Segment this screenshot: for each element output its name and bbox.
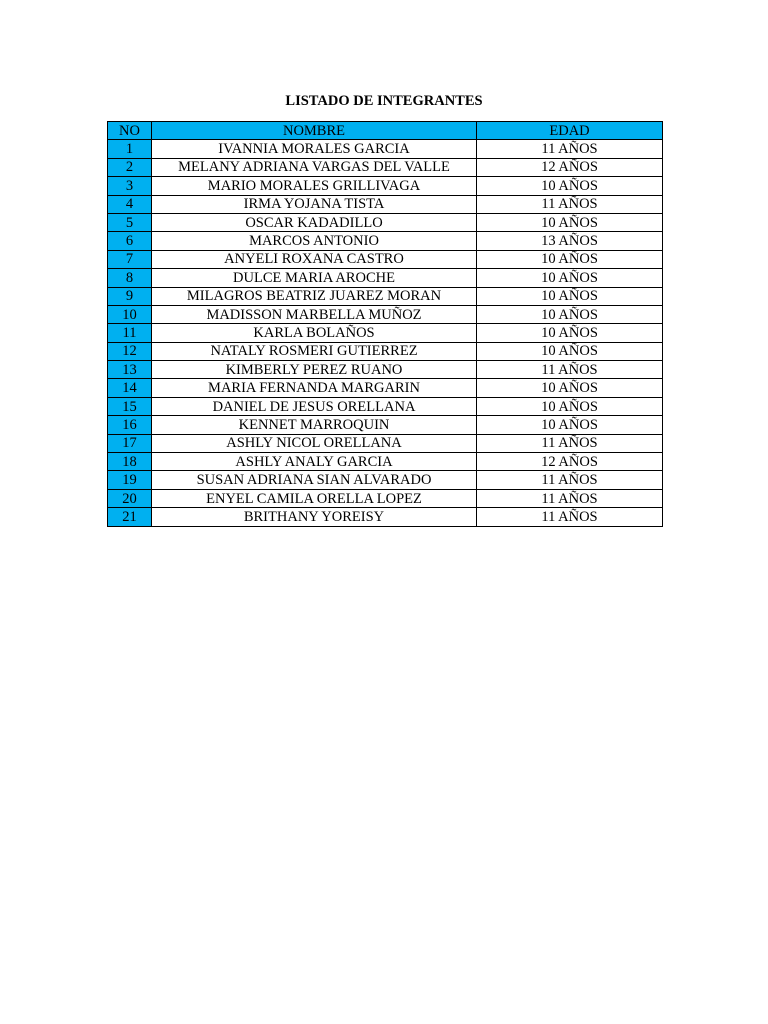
member-name: IVANNIA MORALES GARCIA: [152, 140, 477, 158]
table-header-row: [108, 122, 663, 140]
row-number: 9: [108, 287, 152, 305]
table-row: [108, 342, 663, 360]
member-age: 10 AÑOS: [477, 177, 663, 195]
table-row: [108, 397, 663, 415]
row-number: 16: [108, 416, 152, 434]
table-row: [108, 250, 663, 268]
member-name: DANIEL DE JESUS ORELLANA: [152, 397, 477, 415]
table-row: [108, 287, 663, 305]
page-title: LISTADO DE INTEGRANTES: [285, 93, 483, 109]
row-number: 14: [108, 379, 152, 397]
table-row: [108, 213, 663, 231]
row-number: 11: [108, 324, 152, 342]
member-age: 10 AÑOS: [477, 397, 663, 415]
row-number: 13: [108, 361, 152, 379]
member-name: SUSAN ADRIANA SIAN ALVARADO: [152, 471, 477, 489]
member-name: ASHLY ANALY GARCIA: [152, 453, 477, 471]
member-age: 10 AÑOS: [477, 250, 663, 268]
member-name: MARIA FERNANDA MARGARIN: [152, 379, 477, 397]
member-name: KARLA BOLAÑOS: [152, 324, 477, 342]
row-number: 8: [108, 269, 152, 287]
row-number: 18: [108, 453, 152, 471]
member-name: ENYEL CAMILA ORELLA LOPEZ: [152, 489, 477, 507]
table-row: [108, 232, 663, 250]
header-no: NO: [108, 122, 152, 140]
row-number: 15: [108, 397, 152, 415]
member-age: 11 AÑOS: [477, 195, 663, 213]
members-table: [107, 121, 663, 527]
member-age: 13 AÑOS: [477, 232, 663, 250]
member-name: OSCAR KADADILLO: [152, 213, 477, 231]
member-name: MARCOS ANTONIO: [152, 232, 477, 250]
row-number: 4: [108, 195, 152, 213]
row-number: 5: [108, 213, 152, 231]
member-age: 11 AÑOS: [477, 361, 663, 379]
member-age: 12 AÑOS: [477, 453, 663, 471]
table-row: [108, 324, 663, 342]
table-row: [108, 508, 663, 526]
member-age: 11 AÑOS: [477, 489, 663, 507]
row-number: 19: [108, 471, 152, 489]
member-name: ASHLY NICOL ORELLANA: [152, 434, 477, 452]
row-number: 21: [108, 508, 152, 526]
member-name: MARIO MORALES GRILLIVAGA: [152, 177, 477, 195]
row-number: 17: [108, 434, 152, 452]
member-age: 10 AÑOS: [477, 342, 663, 360]
member-age: 10 AÑOS: [477, 287, 663, 305]
row-number: 6: [108, 232, 152, 250]
member-name: KIMBERLY PEREZ RUANO: [152, 361, 477, 379]
row-number: 10: [108, 305, 152, 323]
member-age: 11 AÑOS: [477, 434, 663, 452]
member-age: 10 AÑOS: [477, 416, 663, 434]
table-row: [108, 361, 663, 379]
row-number: 1: [108, 140, 152, 158]
member-name: KENNET MARROQUIN: [152, 416, 477, 434]
row-number: 2: [108, 158, 152, 176]
table-row: [108, 453, 663, 471]
member-name: NATALY ROSMERI GUTIERREZ: [152, 342, 477, 360]
table-row: [108, 305, 663, 323]
table-body: [108, 140, 663, 526]
member-age: 11 AÑOS: [477, 140, 663, 158]
row-number: 3: [108, 177, 152, 195]
table-row: [108, 195, 663, 213]
member-age: 10 AÑOS: [477, 324, 663, 342]
member-name: IRMA YOJANA TISTA: [152, 195, 477, 213]
member-name: ANYELI ROXANA CASTRO: [152, 250, 477, 268]
member-name: MILAGROS BEATRIZ JUAREZ MORAN: [152, 287, 477, 305]
header-age: EDAD: [477, 122, 663, 140]
member-age: 12 AÑOS: [477, 158, 663, 176]
table-row: [108, 379, 663, 397]
member-age: 10 AÑOS: [477, 379, 663, 397]
row-number: 7: [108, 250, 152, 268]
table-row: [108, 471, 663, 489]
member-age: 10 AÑOS: [477, 305, 663, 323]
table-row: [108, 177, 663, 195]
row-number: 12: [108, 342, 152, 360]
row-number: 20: [108, 489, 152, 507]
table-row: [108, 434, 663, 452]
member-age: 10 AÑOS: [477, 269, 663, 287]
table-row: [108, 140, 663, 158]
member-name: MADISSON MARBELLA MUÑOZ: [152, 305, 477, 323]
member-name: DULCE MARIA AROCHE: [152, 269, 477, 287]
member-age: 11 AÑOS: [477, 508, 663, 526]
member-name: MELANY ADRIANA VARGAS DEL VALLE: [152, 158, 477, 176]
member-age: 10 AÑOS: [477, 213, 663, 231]
table-row: [108, 489, 663, 507]
table-row: [108, 416, 663, 434]
member-name: BRITHANY YOREISY: [152, 508, 477, 526]
member-age: 11 AÑOS: [477, 471, 663, 489]
table-row: [108, 269, 663, 287]
table-row: [108, 158, 663, 176]
header-name: NOMBRE: [152, 122, 477, 140]
